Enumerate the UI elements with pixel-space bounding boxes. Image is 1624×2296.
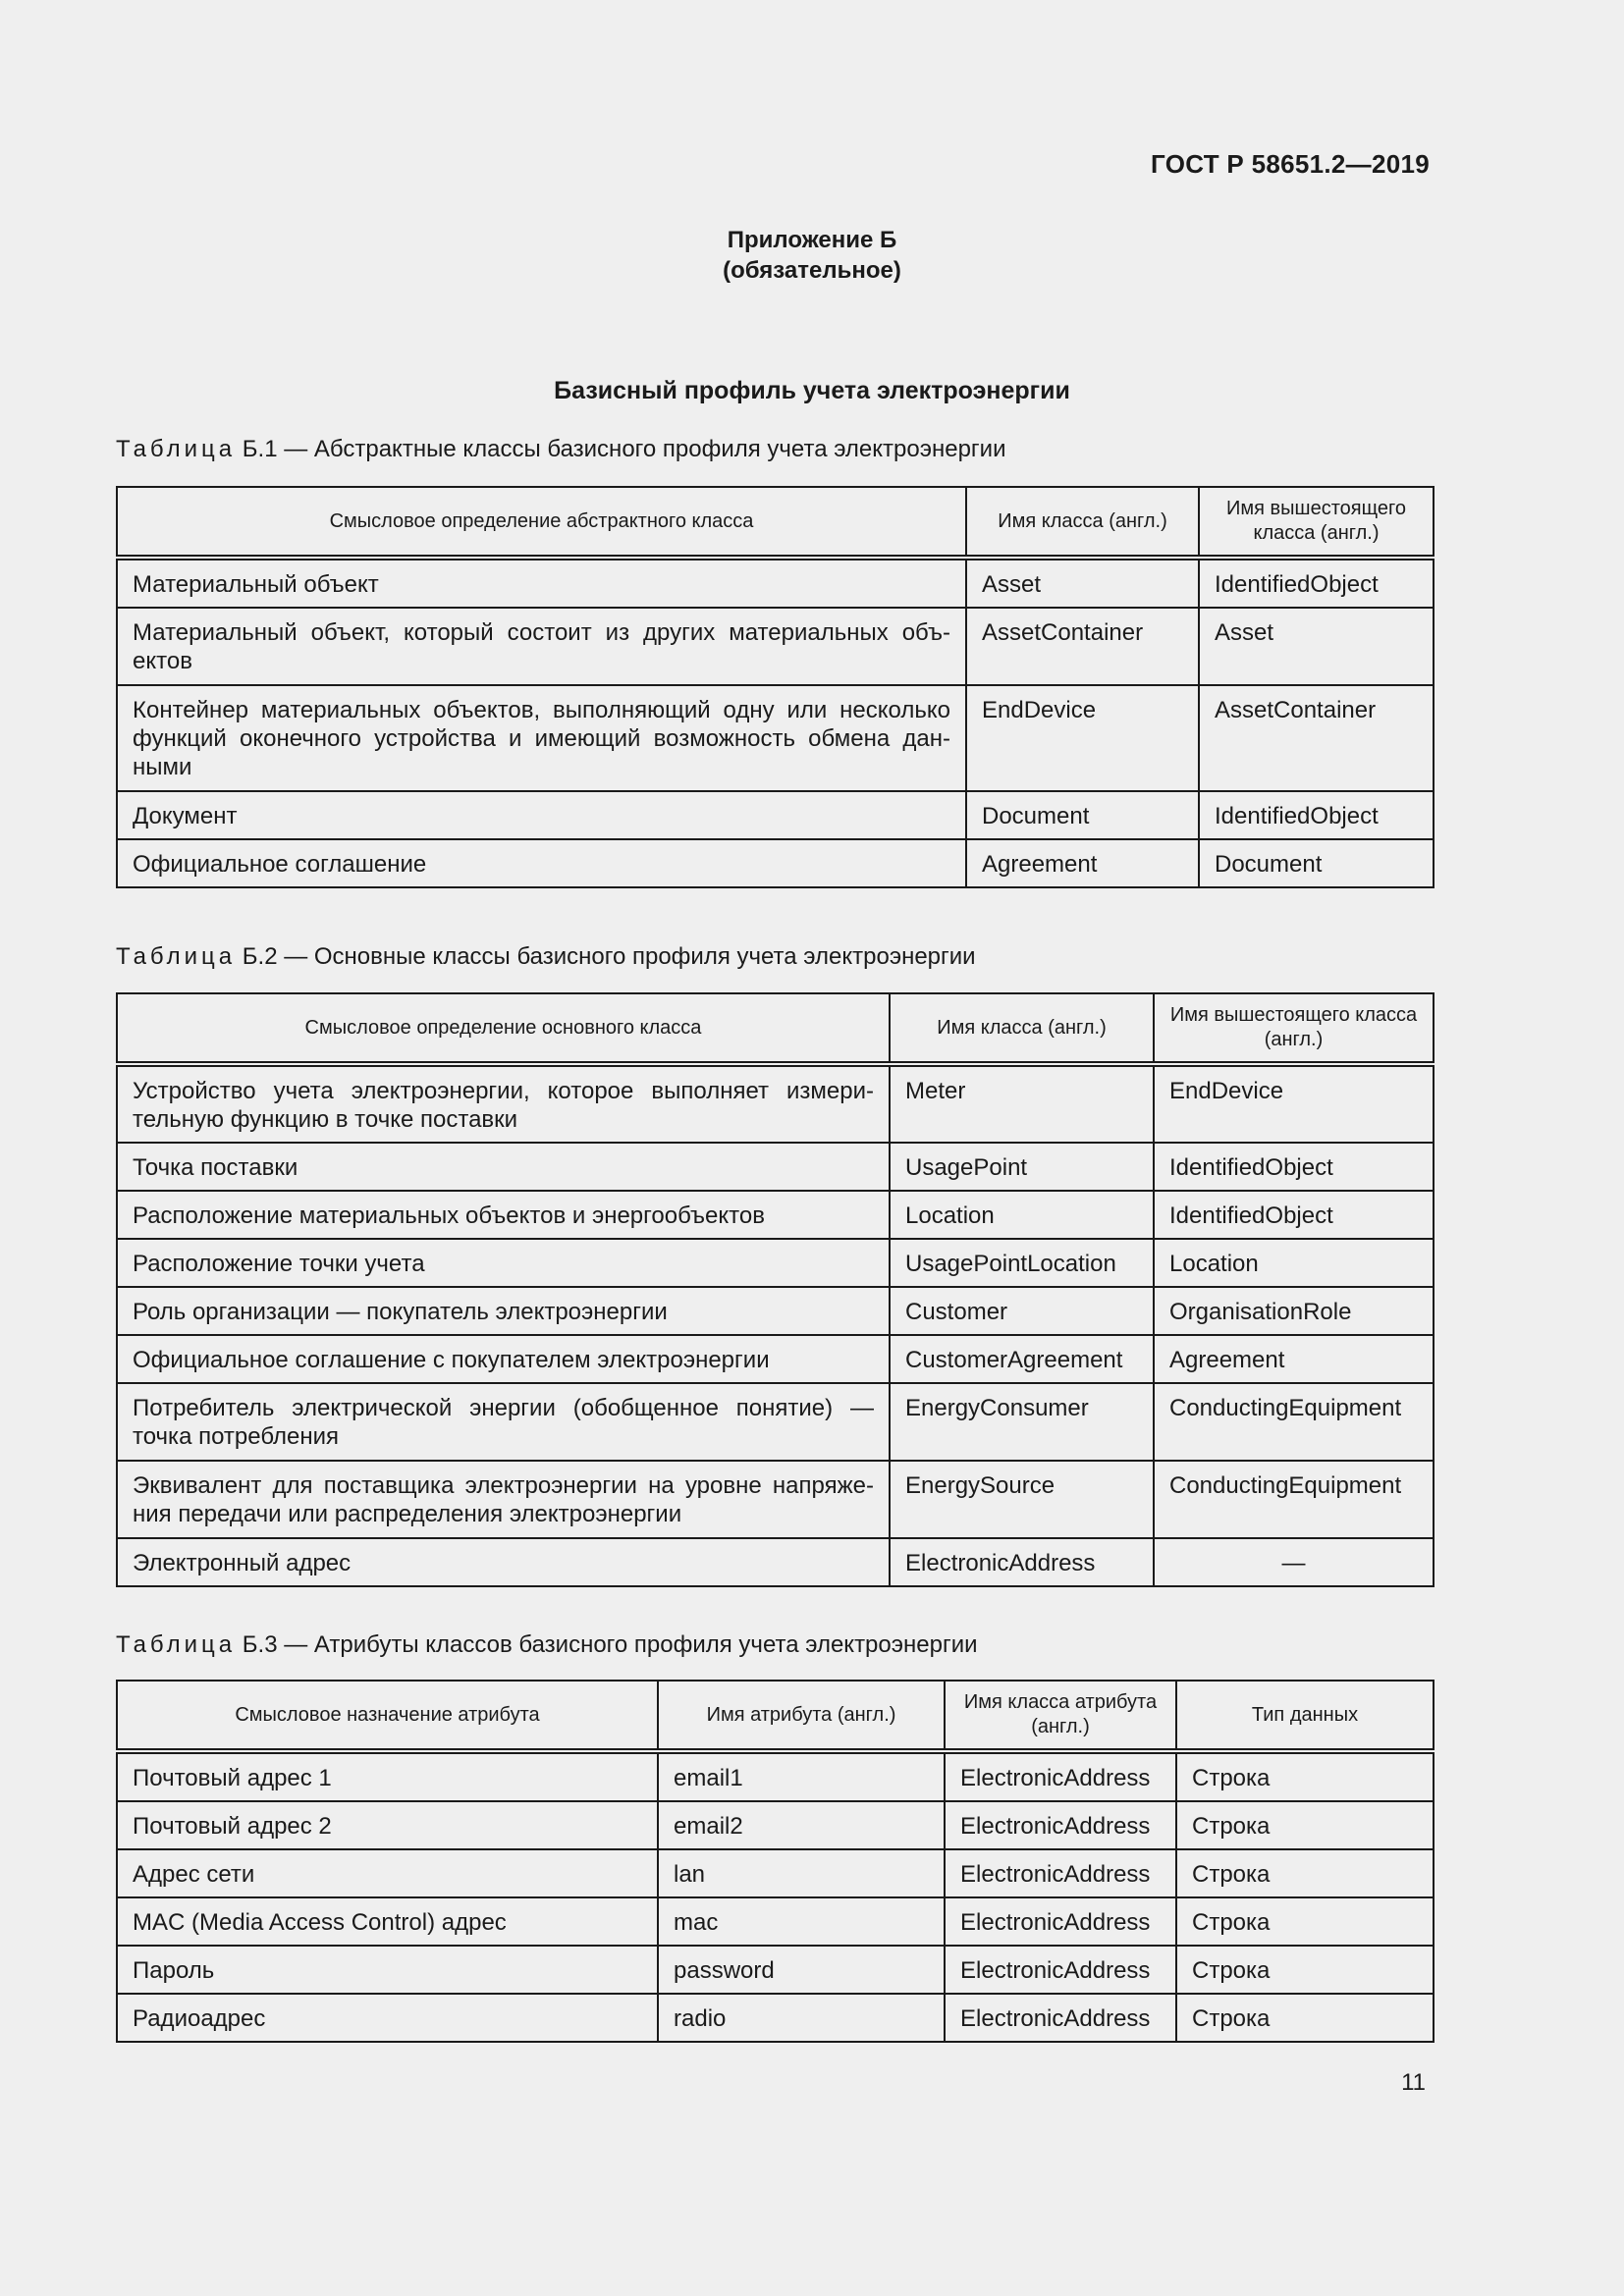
column-header: Имя класса (англ.) (890, 993, 1154, 1064)
table-cell: OrganisationRole (1154, 1287, 1434, 1335)
column-header: Имя вышестоящего класса (англ.) (1199, 487, 1434, 558)
table-row (117, 1751, 1434, 1801)
table-cell: Документ (117, 791, 966, 839)
table-cell: Официальное соглашение (117, 839, 966, 887)
table-b3 (116, 1680, 1435, 2043)
table-row (117, 1994, 1434, 2042)
table-row (117, 1191, 1434, 1239)
table-row (117, 791, 1434, 839)
table-row (117, 1801, 1434, 1849)
table-row (117, 1849, 1434, 1897)
table-cell: Контейнер материальных объектов, выполняющий одну или несколько функций оконечного устройства и имеющий возможность обмена дан-ными (117, 685, 966, 791)
table-cell: Устройство учета электроэнергии, которое выполняет измери-тельную функцию в точке поставки (117, 1064, 890, 1143)
table-cell: MAC (Media Access Control) адрес (117, 1897, 658, 1946)
table-cell: Строка (1176, 1849, 1434, 1897)
table-caption-b1 (116, 436, 1006, 463)
column-header: Смысловое определение основного класса (117, 993, 890, 1064)
table-cell: Document (966, 791, 1199, 839)
table-cell: ElectronicAddress (945, 1994, 1176, 2042)
column-header: Смысловое определение абстрактного класса (117, 487, 966, 558)
table-cell: Строка (1176, 1994, 1434, 2042)
table-cell: email2 (658, 1801, 945, 1849)
table-header-row (117, 993, 1434, 1064)
table-cell: IdentifiedObject (1199, 791, 1434, 839)
table-cell: Расположение материальных объектов и энергообъектов (117, 1191, 890, 1239)
table-cell: ElectronicAddress (945, 1897, 1176, 1946)
table-cell: Официальное соглашение с покупателем электроэнергии (117, 1335, 890, 1383)
table-cell: Строка (1176, 1751, 1434, 1801)
table-cell: Agreement (1154, 1335, 1434, 1383)
table-cell: UsagePoint (890, 1143, 1154, 1191)
standard-designation: ГОСТ Р 58651.2—2019 (1151, 149, 1430, 179)
table-row (117, 1946, 1434, 1994)
table-cell: EndDevice (1154, 1064, 1434, 1143)
caption-text: Б.3 — Атрибуты классов базисного профиля учета электроэнергии (242, 1631, 978, 1658)
table-cell: email1 (658, 1751, 945, 1801)
table-cell: ConductingEquipment (1154, 1383, 1434, 1461)
table-row (117, 1064, 1434, 1143)
table-row (117, 1897, 1434, 1946)
table-cell: Customer (890, 1287, 1154, 1335)
table-caption-b3 (116, 1631, 978, 1659)
table-cell: Строка (1176, 1946, 1434, 1994)
table-cell: ElectronicAddress (945, 1946, 1176, 1994)
table-cell: IdentifiedObject (1199, 558, 1434, 608)
section-title: Базисный профиль учета электроэнергии (554, 377, 1070, 404)
table-cell: AssetContainer (1199, 685, 1434, 791)
table-cell: ElectronicAddress (945, 1801, 1176, 1849)
table-cell: Почтовый адрес 2 (117, 1801, 658, 1849)
table-cell: password (658, 1946, 945, 1994)
table-cell: Asset (1199, 608, 1434, 685)
table-header-row (117, 487, 1434, 558)
table-row (117, 1335, 1434, 1383)
table-cell: ElectronicAddress (890, 1538, 1154, 1586)
column-header: Имя класса атрибута (англ.) (945, 1681, 1176, 1751)
table-cell: ElectronicAddress (945, 1751, 1176, 1801)
table-cell: CustomerAgreement (890, 1335, 1154, 1383)
table-row (117, 685, 1434, 791)
annex-status: (обязательное) (723, 257, 901, 284)
table-row (117, 558, 1434, 608)
annex-heading (0, 225, 1624, 286)
table-b2 (116, 992, 1435, 1587)
table-cell: — (1154, 1538, 1434, 1586)
table-row (117, 608, 1434, 685)
table-cell: Радиоадрес (117, 1994, 658, 2042)
table-cell: Location (890, 1191, 1154, 1239)
table-cell: ElectronicAddress (945, 1849, 1176, 1897)
caption-text: Б.2 — Основные классы базисного профиля учета электроэнергии (242, 943, 976, 970)
table-cell: Почтовый адрес 1 (117, 1751, 658, 1801)
table-cell: Meter (890, 1064, 1154, 1143)
table-cell: Материальный объект, который состоит из других материальных объ-ектов (117, 608, 966, 685)
table-cell: Location (1154, 1239, 1434, 1287)
table-row (117, 1383, 1434, 1461)
table-cell: radio (658, 1994, 945, 2042)
table-cell: EndDevice (966, 685, 1199, 791)
table-row (117, 1239, 1434, 1287)
page-number: 11 (1401, 2069, 1426, 2096)
column-header: Имя атрибута (англ.) (658, 1681, 945, 1751)
table-header-row (117, 1681, 1434, 1751)
column-header: Тип данных (1176, 1681, 1434, 1751)
table-cell: UsagePointLocation (890, 1239, 1154, 1287)
table-cell: EnergySource (890, 1461, 1154, 1538)
table-caption-b2 (116, 943, 976, 971)
table-row (117, 839, 1434, 887)
column-header: Имя вышестоящего класса (англ.) (1154, 993, 1434, 1064)
column-header: Смысловое назначение атрибута (117, 1681, 658, 1751)
caption-word: Таблица (116, 943, 237, 970)
table-cell: ConductingEquipment (1154, 1461, 1434, 1538)
table-cell: Asset (966, 558, 1199, 608)
table-row (117, 1538, 1434, 1586)
table-cell: Document (1199, 839, 1434, 887)
table-cell: Пароль (117, 1946, 658, 1994)
table-row (117, 1287, 1434, 1335)
caption-word: Таблица (116, 436, 237, 462)
table-cell: Адрес сети (117, 1849, 658, 1897)
annex-title: Приложение Б (727, 227, 897, 253)
table-cell: Agreement (966, 839, 1199, 887)
table-cell: Электронный адрес (117, 1538, 890, 1586)
table-cell: Строка (1176, 1897, 1434, 1946)
table-row (117, 1461, 1434, 1538)
table-cell: mac (658, 1897, 945, 1946)
table-b1 (116, 486, 1435, 888)
table-cell: Точка поставки (117, 1143, 890, 1191)
caption-word: Таблица (116, 1631, 237, 1658)
column-header: Имя класса (англ.) (966, 487, 1199, 558)
table-cell: IdentifiedObject (1154, 1143, 1434, 1191)
table-cell: Расположение точки учета (117, 1239, 890, 1287)
caption-text: Б.1 — Абстрактные классы базисного профиля учета электроэнергии (242, 436, 1006, 462)
table-cell: Эквивалент для поставщика электроэнергии на уровне напряже-ния передачи или распределения электроэнергии (117, 1461, 890, 1538)
table-cell: Строка (1176, 1801, 1434, 1849)
table-cell: IdentifiedObject (1154, 1191, 1434, 1239)
table-cell: Роль организации — покупатель электроэнергии (117, 1287, 890, 1335)
table-cell: EnergyConsumer (890, 1383, 1154, 1461)
table-cell: lan (658, 1849, 945, 1897)
table-cell: Материальный объект (117, 558, 966, 608)
table-cell: Потребитель электрической энергии (обобщенное понятие) — точка потребления (117, 1383, 890, 1461)
table-row (117, 1143, 1434, 1191)
table-cell: AssetContainer (966, 608, 1199, 685)
